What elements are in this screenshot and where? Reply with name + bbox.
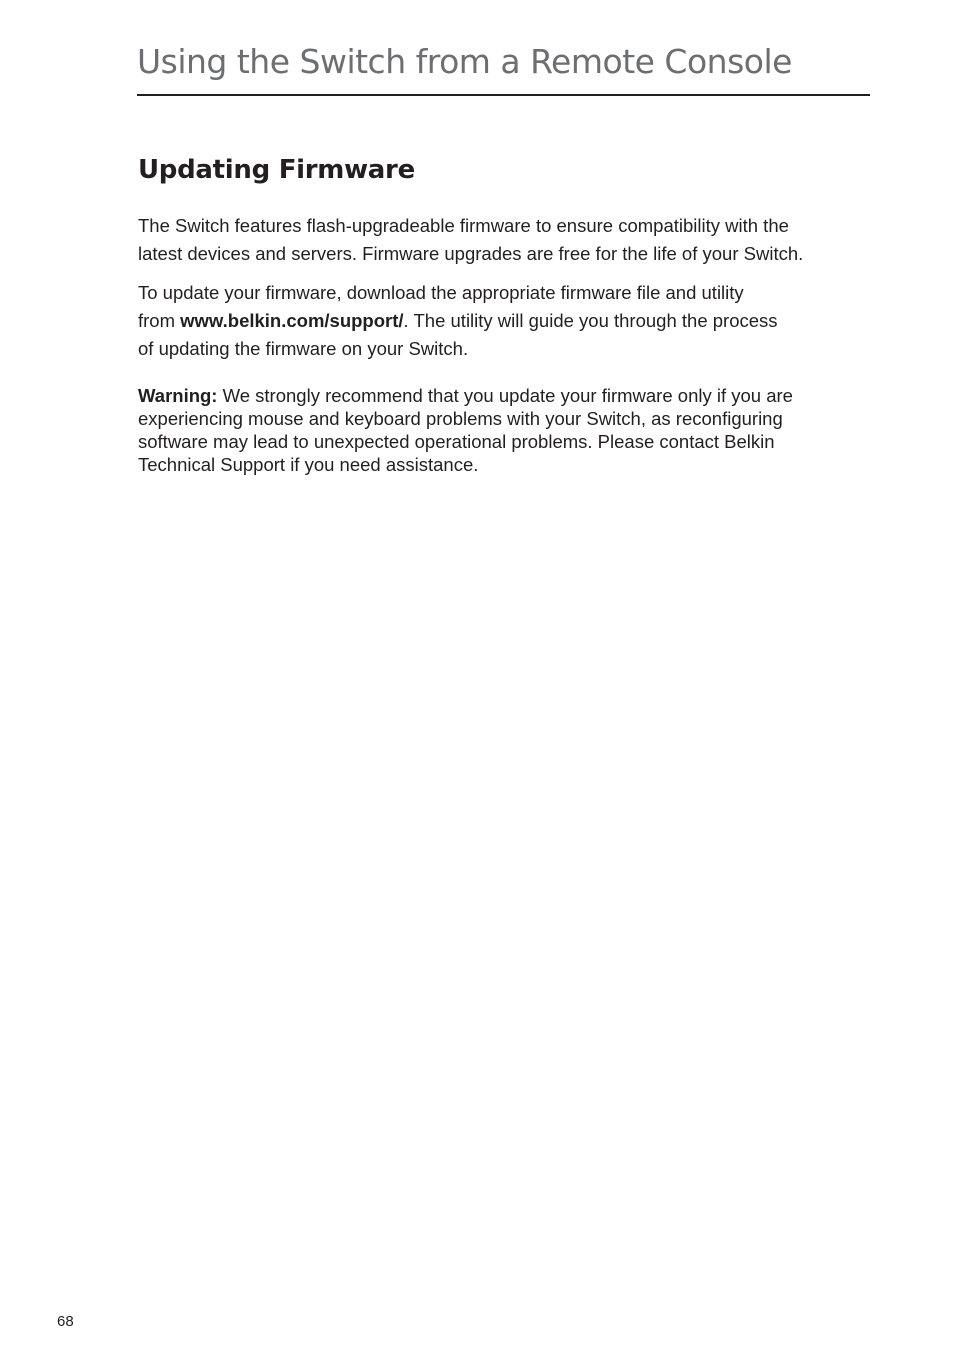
warning-line-4: Technical Support if you need assistance.	[138, 454, 479, 475]
warning-line-2: experiencing mouse and keyboard problems with your Switch, as reconfiguring	[138, 408, 783, 429]
update-instructions-paragraph	[138, 279, 873, 363]
update-line-3: of updating the firmware on your Switch.	[138, 338, 469, 359]
page-header	[137, 36, 870, 96]
warning-paragraph	[138, 384, 873, 476]
section-title: Updating Firmware	[138, 155, 415, 185]
intro-line-1: The Switch features flash-upgradeable firmware to ensure compatibility with the	[138, 215, 789, 236]
update-line-2-suffix: . The utility will guide you through the process	[403, 310, 778, 331]
intro-line-2: latest devices and servers. Firmware upgrades are free for the life of your Switch.	[138, 243, 804, 264]
page-title: Using the Switch from a Remote Console	[137, 42, 792, 81]
intro-paragraph	[138, 212, 873, 268]
update-line-2	[138, 307, 873, 335]
warning-line-1-text: We strongly recommend that you update your firmware only if you are	[217, 385, 793, 406]
warning-label: Warning:	[138, 385, 218, 406]
page-number: 68	[57, 1313, 74, 1330]
support-url-link[interactable]: www.belkin.com/support/	[180, 310, 404, 331]
update-line-1: To update your firmware, download the appropriate firmware file and utility	[138, 282, 744, 303]
warning-line-1	[138, 384, 873, 407]
warning-line-3: software may lead to unexpected operational problems. Please contact Belkin	[138, 431, 775, 452]
update-line-2-prefix: from	[138, 310, 181, 331]
